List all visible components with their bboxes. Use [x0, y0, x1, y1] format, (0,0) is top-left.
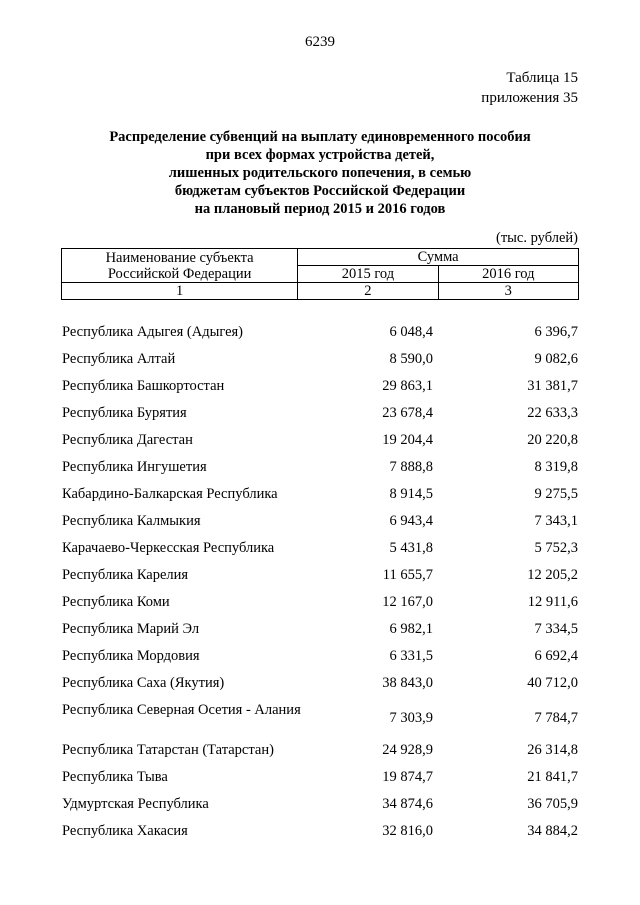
value-2015: 32 816,0: [382, 823, 433, 839]
value-2016: 7 784,7: [534, 710, 578, 726]
value-2015: 34 874,6: [382, 796, 433, 812]
value-2016: 20 220,8: [527, 432, 578, 448]
value-2016: 21 841,7: [527, 769, 578, 785]
value-2016: 12 911,6: [527, 594, 578, 610]
column-number-1: 1: [62, 283, 298, 300]
value-2015: 19 204,4: [382, 432, 433, 448]
value-2015: 8 590,0: [389, 351, 433, 367]
table-row: [0, 818, 640, 845]
region-name: Кабардино-Балкарская Республика: [62, 486, 278, 502]
value-2015: 11 655,7: [382, 567, 433, 583]
title-line: Распределение субвенций на выплату единовременного пособия: [109, 129, 531, 145]
column-number-3: 3: [438, 283, 578, 300]
table-row: [0, 481, 640, 508]
column-header-name-line1: Наименование субъекта: [105, 249, 254, 266]
region-name: Республика Ингушетия: [62, 459, 207, 475]
region-name: Республика Северная Осетия - Алания: [62, 702, 301, 718]
table-row: [0, 508, 640, 535]
region-name: Республика Адыгея (Адыгея): [62, 324, 244, 340]
value-2015: 6 048,4: [389, 324, 433, 340]
region-name: Республика Алтай: [62, 351, 176, 367]
value-2016: 12 205,2: [527, 567, 578, 583]
document-title: [0, 128, 640, 218]
table-header: [61, 248, 579, 300]
value-2016: 5 752,3: [534, 540, 578, 556]
column-header-sum: Сумма: [298, 249, 579, 266]
value-2016: 31 381,7: [527, 378, 578, 394]
table-row: [0, 346, 640, 373]
table-row: [0, 643, 640, 670]
value-2016: 8 319,8: [534, 459, 578, 475]
region-name: Республика Тыва: [62, 769, 168, 785]
region-name: Удмуртская Республика: [62, 796, 209, 812]
value-2015: 6 331,5: [389, 648, 433, 664]
table-row: [0, 562, 640, 589]
title-line: на плановый период 2015 и 2016 годов: [194, 201, 446, 217]
value-2015: 29 863,1: [382, 378, 433, 394]
value-2016: 7 343,1: [534, 513, 578, 529]
region-name: Республика Хакасия: [62, 823, 188, 839]
region-name: Республика Калмыкия: [62, 513, 201, 529]
table-row: [0, 589, 640, 616]
table-row: [0, 319, 640, 346]
table-row: [0, 373, 640, 400]
region-name: Республика Башкортостан: [62, 378, 225, 394]
units-label: (тыс. рублей): [496, 230, 578, 246]
value-2016: 34 884,2: [527, 823, 578, 839]
value-2015: 7 303,9: [389, 710, 433, 726]
column-header-name-line2: Российской Федерации: [107, 265, 252, 282]
region-name: Республика Коми: [62, 594, 170, 610]
appendix-number: приложения 35: [481, 90, 578, 106]
table-number: Таблица 15: [506, 70, 578, 86]
value-2016: 6 692,4: [534, 648, 578, 664]
region-name: Карачаево-Черкесская Республика: [62, 540, 275, 556]
region-name: Республика Карелия: [62, 567, 189, 583]
value-2015: 23 678,4: [382, 405, 433, 421]
value-2016: 40 712,0: [527, 675, 578, 691]
column-header-name: [62, 249, 298, 283]
value-2016: 26 314,8: [527, 742, 578, 758]
column-header-2016: 2016 год: [438, 266, 578, 283]
table-row: [0, 737, 640, 764]
value-2016: 22 633,3: [527, 405, 578, 421]
region-name: Республика Саха (Якутия): [62, 675, 225, 691]
table-row: [0, 535, 640, 562]
table-row: [0, 616, 640, 643]
column-number-2: 2: [298, 283, 438, 300]
value-2015: 6 982,1: [389, 621, 433, 637]
value-2015: 12 167,0: [382, 594, 433, 610]
table-row: [0, 400, 640, 427]
value-2016: 36 705,9: [527, 796, 578, 812]
page-number: 6239: [305, 34, 335, 50]
region-name: Республика Мордовия: [62, 648, 200, 664]
value-2016: 7 334,5: [534, 621, 578, 637]
value-2015: 24 928,9: [382, 742, 433, 758]
value-2015: 5 431,8: [389, 540, 433, 556]
table-row: [0, 670, 640, 697]
column-header-2015: 2015 год: [298, 266, 438, 283]
title-line: бюджетам субъектов Российской Федерации: [174, 183, 466, 199]
value-2015: 7 888,8: [389, 459, 433, 475]
region-name: Республика Дагестан: [62, 432, 193, 448]
title-line: лишенных родительского попечения, в семью: [168, 165, 472, 181]
table-row: [0, 454, 640, 481]
table-row: [0, 697, 640, 737]
value-2016: 9 275,5: [534, 486, 578, 502]
table-row: [0, 764, 640, 791]
region-name: Республика Марий Эл: [62, 621, 200, 637]
region-name: Республика Татарстан (Татарстан): [62, 742, 274, 758]
value-2015: 38 843,0: [382, 675, 433, 691]
value-2015: 6 943,4: [389, 513, 433, 529]
table-row: [0, 427, 640, 454]
value-2016: 6 396,7: [534, 324, 578, 340]
value-2015: 19 874,7: [382, 769, 433, 785]
table-body: [0, 319, 640, 845]
title-line: при всех формах устройства детей,: [205, 147, 435, 163]
table-row: [0, 791, 640, 818]
value-2016: 9 082,6: [534, 351, 578, 367]
value-2015: 8 914,5: [389, 486, 433, 502]
region-name: Республика Бурятия: [62, 405, 187, 421]
table-reference: [481, 68, 578, 108]
